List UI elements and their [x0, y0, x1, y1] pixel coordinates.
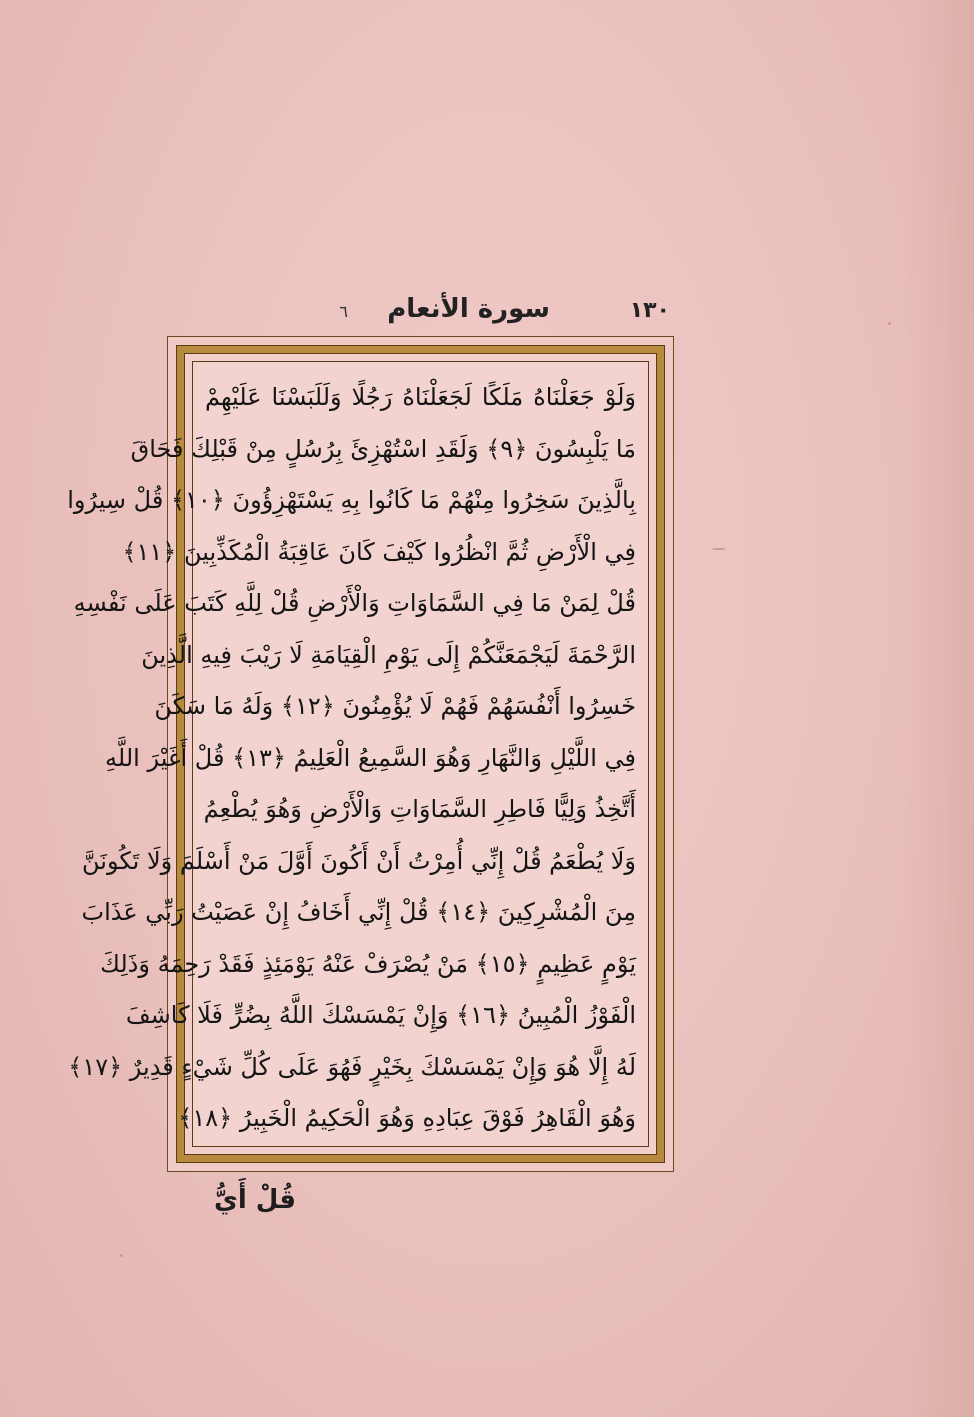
text-line: مَا يَلْبِسُونَ ﴿٩﴾ وَلَقَدِ اسْتُهْزِئَ بِرُسُلٍ مِنْ قَبْلِكَ فَحَاقَ [130, 434, 636, 463]
page-header [170, 292, 670, 332]
text-line: أَتَّخِذُ وَلِيًّا فَاطِرِ السَّمَاوَاتِ وَالْأَرْضِ وَهُوَ يُطْعِمُ [203, 795, 636, 823]
text-line: فِي اللَّيْلِ وَالنَّهَارِ وَهُوَ السَّمِيعُ الْعَلِيمُ ﴿١٣﴾ قُلْ أَغَيْرَ اللَّهِ [105, 743, 636, 772]
text-line: وَهُوَ الْقَاهِرُ فَوْقَ عِبَادِهِ وَهُوَ الْحَكِيمُ الْخَبِيرُ ﴿١٨﴾ [178, 1104, 636, 1132]
text-line: الْفَوْزُ الْمُبِينُ ﴿١٦﴾ وَإِنْ يَمْسَسْكَ اللَّهُ بِضُرٍّ فَلَا كَاشِفَ [125, 1001, 636, 1029]
text-line: الرَّحْمَةَ لَيَجْمَعَنَّكُمْ إِلَى يَوْمِ الْقِيَامَةِ لَا رَيْبَ فِيهِ الَّذِينَ [141, 640, 636, 669]
text-line: قُلْ لِمَنْ مَا فِي السَّمَاوَاتِ وَالْأَرْضِ قُلْ لِلَّهِ كَتَبَ عَلَى نَفْسِهِ [73, 589, 636, 617]
text-line: خَسِرُوا أَنْفُسَهُمْ فَهُمْ لَا يُؤْمِنُونَ ﴿١٢﴾ وَلَهُ مَا سَكَنَ [154, 692, 636, 720]
catchword: قُلْ أَيُّ [214, 1185, 297, 1215]
text-line: مِنَ الْمُشْرِكِينَ ﴿١٤﴾ قُلْ إِنِّي أَخَافُ إِنْ عَصَيْتُ رَبِّي عَذَابَ [81, 898, 636, 926]
paper-speck [120, 1254, 123, 1257]
text-line: بِالَّذِينَ سَخِرُوا مِنْهُمْ مَا كَانُوا بِهِ يَسْتَهْزِؤُونَ ﴿١٠﴾ قُلْ سِيرُوا [67, 486, 636, 514]
page-number: ١٣٠ [629, 298, 670, 323]
text-line: لَهُ إِلَّا هُوَ وَإِنْ يَمْسَسْكَ بِخَيْرٍ فَهُوَ عَلَى كُلِّ شَيْءٍ قَدِيرٌ ﴿١٧﴾ [68, 1052, 636, 1081]
paper-speck [712, 548, 726, 550]
text-line: وَلَا يُطْعَمُ قُلْ إِنِّي أُمِرْتُ أَنْ أَكُونَ أَوَّلَ مَنْ أَسْلَمَ وَلَا تَكُونَنَّ [82, 846, 636, 875]
text-line: وَلَوْ جَعَلْنَاهُ مَلَكًا لَجَعَلْنَاهُ رَجُلًا وَلَلَبَسْنَا عَلَيْهِمْ [205, 383, 636, 411]
text-line: يَوْمٍ عَظِيمٍ ﴿١٥﴾ مَنْ يُصْرَفْ عَنْهُ يَوْمَئِذٍ فَقَدْ رَحِمَهُ وَذَلِكَ [100, 949, 636, 978]
page-edge-shadow [904, 0, 974, 1417]
text-line: فِي الْأَرْضِ ثُمَّ انْظُرُوا كَيْفَ كَانَ عَاقِبَةُ الْمُكَذِّبِينَ ﴿١١﴾ [122, 537, 636, 566]
text-frame [67, 336, 674, 1172]
text-block [67, 361, 649, 1147]
surah-title: سورة الأنعام [387, 294, 550, 324]
surah-number: ٦ [339, 302, 348, 321]
paper-speck [888, 322, 891, 325]
